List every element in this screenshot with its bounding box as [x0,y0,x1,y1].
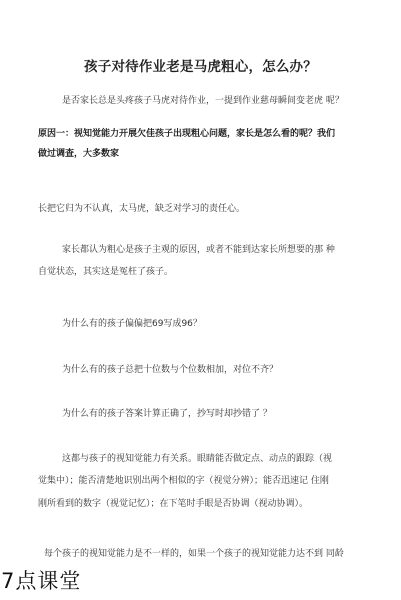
paragraph-line: 家长都认为粗心是孩子主观的原因，或者不能到达家长所想要的那 种 [62,245,335,255]
paragraph-line: 是否家长总是头疼孩子马虎对待作业，一提到作业慈母瞬间变老虎 呢？ [62,96,344,106]
paragraph-line: 为什么有的孩子答案计算正确了，抄写时却抄错了 ？ [62,409,272,419]
paragraph-line: 原因一：视知觉能力开展欠佳孩子出现粗心问题，家长是怎么看的呢？我们 [38,129,336,139]
paragraph-line: 这都与孩子的视知觉能力有关系。眼睛能否做定点、动点的跟踪（视 [62,454,333,464]
paragraph-line: 自觉状态，其实这是冤枉了孩子。 [38,267,174,277]
paragraph-line: 长把它归为不认真，太马虎，缺乏对学习的责任心。 [38,204,246,214]
paragraph-line: 觉集中）；能否清楚地识别出两个相似的字（视觉分辨）；能否迅速记 住刚 [38,476,329,486]
paragraph-line: 做过调查，大多数家 [38,149,120,159]
paragraph-line: 为什么有的孩子总把十位数与个位数相加，对位不齐？ [62,365,279,375]
watermark: 7点课堂 [1,569,82,593]
paragraph-line: 每个孩子的视知觉能力是不一样的，如果一个孩子的视知觉能力达不到 同龄 [44,549,344,559]
paragraph-line: 刚所看到的数字（视觉记忆）；在下笔时手眼是否协调（视动协调）。 [38,499,309,509]
paragraph-line: 为什么有的孩子偏偏把69写成96？ [62,319,202,329]
document-title: 孩子对待作业老是马虎粗心，怎么办？ [84,59,317,75]
